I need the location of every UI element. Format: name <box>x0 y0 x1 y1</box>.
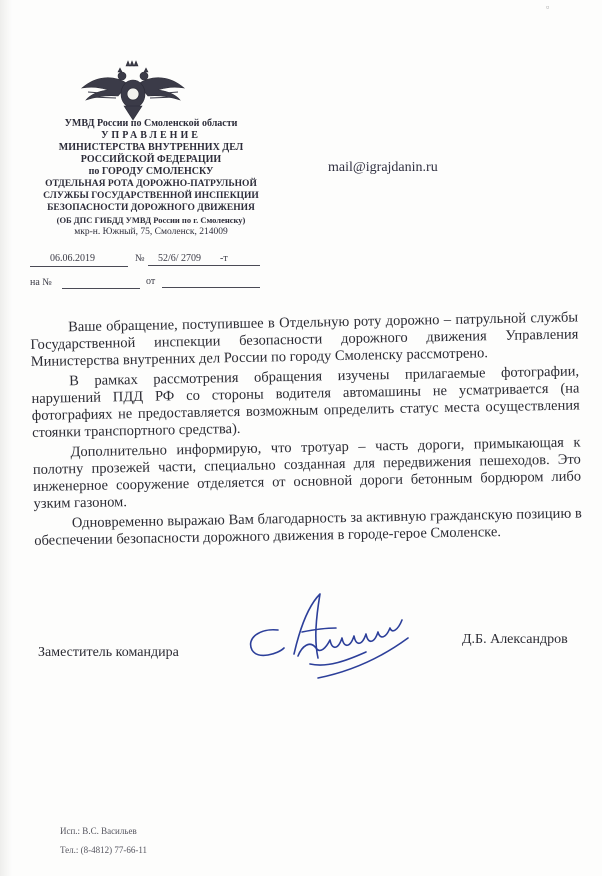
reg-date: 06.06.2019 <box>50 253 95 264</box>
header-line-address: мкр-н. Южный, 75, Смоленск, 214009 <box>74 227 228 237</box>
reg-number-underline <box>148 265 260 266</box>
executor-phone: Тел.: (8-4812) 77-66-11 <box>60 845 148 855</box>
letter-body <box>30 309 582 552</box>
header-line-service: СЛУЖБЫ ГОСУДАРСТВЕННОЙ ИНСПЕКЦИИ <box>43 191 259 201</box>
recipient-email: mail@igrajdanin.ru <box>328 160 438 175</box>
handwritten-signature-icon <box>238 588 438 698</box>
body-paragraph-4: Одновременно выражаю Вам благодарность за активную гражданскую позицию в обеспечении безопасности дорожного движения в городе-герое Смоленске. <box>34 505 582 549</box>
ref-date-underline <box>162 287 260 288</box>
corner-mark: ▫ <box>546 2 550 12</box>
header-line-upravlenie: УПРАВЛЕНИЕ <box>101 130 201 141</box>
signatory-name: Д.Б. Александров <box>462 632 568 647</box>
header-line-federation: РОССИЙСКОЙ ФЕДЕРАЦИИ <box>80 154 222 165</box>
scan-shadow <box>0 0 12 876</box>
ref-from-label: от <box>146 276 156 287</box>
mvd-eagle-emblem-icon <box>78 58 188 124</box>
header-line-abbrev: (ОБ ДПС ГИБДД УМВД России по г. Смоленску) <box>56 215 246 225</box>
executor-info: Исп.: В.С. Васильев <box>60 826 137 836</box>
reg-number: 52/6/ 2709 <box>158 253 202 264</box>
header-line-umvd: УМВД России по Смоленской области <box>64 118 238 129</box>
ref-label: на № <box>30 277 52 288</box>
body-paragraph-2: В рамках рассмотрения обращения изучены прилагаемые фотографии, нарушений ПДД РФ со стороны водителя автомашины не усматривается (на фотографиях не предоставляется возможным определить статус места осуществления стоянки транспортного средства). <box>31 363 580 441</box>
organization-header <box>26 118 276 238</box>
reg-number-suffix: -т <box>220 253 228 264</box>
body-paragraph-1: Ваше обращение, поступившее в Отдельную роту дорожно – патрульной службы Государственной инспекции безопасности дорожного движения Управления Министерства внутренних дел России по городу Смоленску рассмотрено. <box>30 309 579 370</box>
header-line-ministry: МИНИСТЕРСТВА ВНУТРЕННИХ ДЕЛ <box>58 142 244 153</box>
body-paragraph-3: Дополнительно информирую, что тротуар – часть дороги, примыкающая к полотну прозежей части, специально созданная для передвижения пешеходов. Это инженерное сооружение отделяется от основной дороги бетонным бордюром либо узким газоном. <box>32 434 582 512</box>
header-line-city: по ГОРОДУ СМОЛЕНСКУ <box>88 166 214 177</box>
ref-number-underline <box>62 288 140 289</box>
header-line-company: ОТДЕЛЬНАЯ РОТА ДОРОЖНО-ПАТРУЛЬНОЙ <box>45 179 257 189</box>
signatory-title: Заместитель командира <box>38 645 179 660</box>
reg-number-label: № <box>135 253 145 264</box>
header-line-safety: БЕЗОПАСНОСТИ ДОРОЖНОГО ДВИЖЕНИЯ <box>47 203 255 213</box>
reg-date-underline <box>30 266 128 267</box>
